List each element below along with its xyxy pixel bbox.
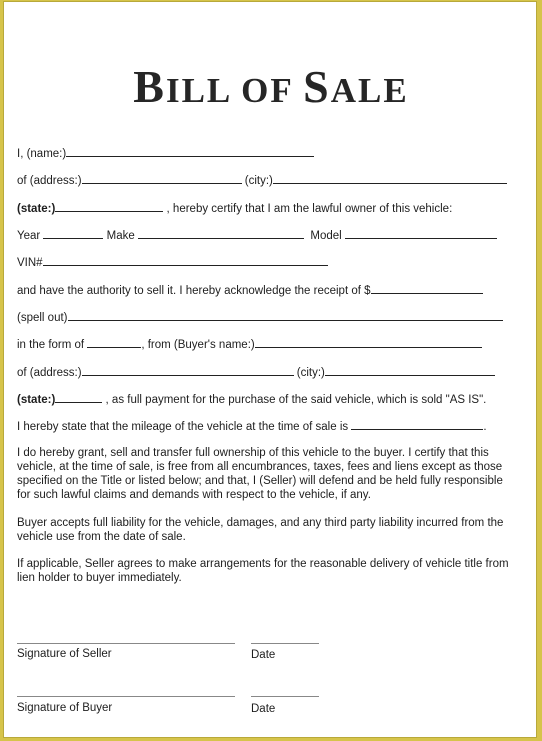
seller-address-row: of (address:) (city:): [17, 172, 507, 188]
liability-paragraph: Buyer accepts full liability for the vehicle, damages, and any third party liability incurred from the vehicle use from the date of sale.: [17, 517, 504, 543]
mileage-row: I hereby state that the mileage of the vehicle at the time of sale is .: [17, 418, 487, 434]
page-title: BILL OF SALE: [133, 61, 409, 112]
seller-name-field[interactable]: [66, 145, 314, 157]
seller-date-line[interactable]: [251, 643, 319, 644]
buyer-state-field[interactable]: [55, 391, 102, 403]
year-field[interactable]: [43, 227, 103, 239]
seller-signature-line[interactable]: [17, 643, 235, 644]
spell-out-row: (spell out): [17, 309, 503, 325]
buyer-signature-label: Signature of Buyer: [17, 702, 113, 714]
mileage-field[interactable]: [351, 418, 483, 430]
spell-out-field[interactable]: [68, 309, 503, 321]
buyer-address-row: of (address:) (city:): [17, 364, 495, 380]
delivery-paragraph: If applicable, Seller agrees to make arrangements for the reasonable delivery of vehicle title from lien holder to buyer immediately.: [17, 558, 509, 584]
make-field[interactable]: [138, 227, 304, 239]
buyer-date-line[interactable]: [251, 696, 319, 697]
seller-signature-label: Signature of Seller: [17, 648, 112, 660]
vin-row: VIN#: [17, 254, 328, 270]
buyer-state-row: (state:) , as full payment for the purchase of the said vehicle, which is sold "AS IS".: [17, 391, 486, 407]
vehicle-row: Year Make Model: [17, 227, 497, 243]
buyer-name-field[interactable]: [255, 336, 482, 348]
buyer-date-label: Date: [251, 703, 276, 715]
buyer-signature-line[interactable]: [17, 696, 235, 697]
model-field[interactable]: [345, 227, 497, 239]
amount-field[interactable]: [371, 282, 483, 294]
transfer-paragraph: I do hereby grant, sell and transfer full ownership of this vehicle to the buyer. I certify that this vehicle, at the time of sale, is free from all encumbrances, taxes, fees and liens except as those specified on the Title or listed below; and that, I (Seller) will defend and be held fully responsible for such lawful claims and demands with respect to the vehicle, if any.: [17, 447, 503, 501]
payment-form-row: in the form of , from (Buyer's name:): [17, 336, 482, 352]
receipt-row: and have the authority to sell it. I hereby acknowledge the receipt of $: [17, 282, 483, 298]
payment-form-field[interactable]: [87, 336, 141, 348]
seller-city-field[interactable]: [273, 172, 507, 184]
seller-date-label: Date: [251, 649, 276, 661]
seller-name-row: I, (name:): [17, 145, 314, 161]
buyer-city-field[interactable]: [325, 364, 495, 376]
seller-state-field[interactable]: [55, 200, 163, 212]
seller-state-row: (state:) , hereby certify that I am the lawful owner of this vehicle:: [17, 200, 452, 216]
seller-address-field[interactable]: [82, 172, 242, 184]
vin-field[interactable]: [43, 254, 328, 266]
buyer-address-field[interactable]: [82, 364, 294, 376]
